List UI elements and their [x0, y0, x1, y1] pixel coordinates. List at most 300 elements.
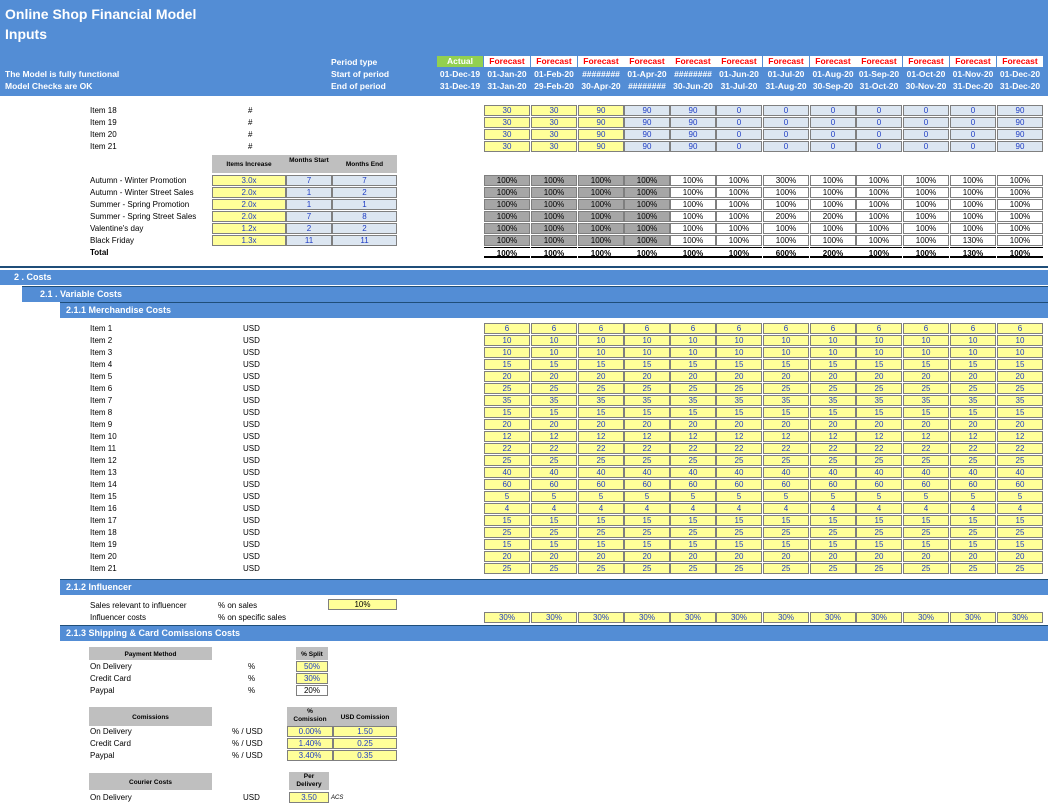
merch-cost-cell[interactable]: 25 — [950, 563, 996, 574]
item-quantity-cell[interactable]: 30 — [531, 141, 577, 152]
merch-cost-cell[interactable]: 5 — [716, 491, 762, 502]
merch-cost-cell[interactable]: 25 — [810, 563, 856, 574]
promotion-end-input[interactable]: 7 — [332, 175, 397, 186]
merch-cost-cell[interactable]: 4 — [903, 503, 949, 514]
merch-cost-cell[interactable]: 5 — [856, 491, 902, 502]
merch-cost-cell[interactable]: 20 — [670, 419, 716, 430]
merch-cost-cell[interactable]: 5 — [810, 491, 856, 502]
merch-cost-cell[interactable]: 12 — [950, 431, 996, 442]
merch-cost-cell[interactable]: 5 — [578, 491, 624, 502]
merch-cost-cell[interactable]: 40 — [950, 467, 996, 478]
merch-cost-cell[interactable]: 25 — [856, 527, 902, 538]
merch-cost-cell[interactable]: 40 — [531, 467, 577, 478]
item-quantity-cell[interactable]: 90 — [624, 129, 670, 140]
merch-cost-cell[interactable]: 15 — [810, 539, 856, 550]
merch-cost-cell[interactable]: 12 — [810, 431, 856, 442]
merch-cost-cell[interactable]: 25 — [856, 383, 902, 394]
merch-cost-cell[interactable]: 12 — [484, 431, 530, 442]
merch-cost-cell[interactable]: 15 — [763, 539, 809, 550]
merch-cost-cell[interactable]: 25 — [670, 563, 716, 574]
merch-cost-cell[interactable]: 4 — [856, 503, 902, 514]
promotion-end-input[interactable]: 2 — [332, 187, 397, 198]
comission-pct-input[interactable]: 0.00% — [287, 726, 333, 737]
merch-cost-cell[interactable]: 10 — [997, 335, 1043, 346]
item-quantity-cell[interactable]: 0 — [763, 117, 809, 128]
merch-cost-cell[interactable]: 15 — [903, 407, 949, 418]
merch-cost-cell[interactable]: 15 — [950, 359, 996, 370]
merch-cost-cell[interactable]: 40 — [810, 467, 856, 478]
merch-cost-cell[interactable]: 6 — [903, 323, 949, 334]
merch-cost-cell[interactable]: 25 — [903, 455, 949, 466]
merch-cost-cell[interactable]: 15 — [670, 359, 716, 370]
merch-cost-cell[interactable]: 15 — [856, 359, 902, 370]
merch-cost-cell[interactable]: 25 — [670, 527, 716, 538]
item-quantity-cell[interactable]: 0 — [810, 117, 856, 128]
merch-cost-cell[interactable]: 12 — [716, 431, 762, 442]
merch-cost-cell[interactable]: 10 — [578, 335, 624, 346]
merch-cost-cell[interactable]: 10 — [531, 347, 577, 358]
merch-cost-cell[interactable]: 15 — [670, 539, 716, 550]
merch-cost-cell[interactable]: 35 — [950, 395, 996, 406]
merch-cost-cell[interactable]: 10 — [950, 335, 996, 346]
merch-cost-cell[interactable]: 6 — [950, 323, 996, 334]
merch-cost-cell[interactable]: 15 — [810, 359, 856, 370]
item-quantity-cell[interactable]: 0 — [950, 129, 996, 140]
promotion-end-input[interactable]: 1 — [332, 199, 397, 210]
merch-cost-cell[interactable]: 60 — [670, 479, 716, 490]
item-quantity-cell[interactable]: 0 — [810, 105, 856, 116]
merch-cost-cell[interactable]: 20 — [903, 551, 949, 562]
merch-cost-cell[interactable]: 20 — [531, 419, 577, 430]
merch-cost-cell[interactable]: 35 — [578, 395, 624, 406]
merch-cost-cell[interactable]: 25 — [997, 383, 1043, 394]
merch-cost-cell[interactable]: 25 — [716, 563, 762, 574]
merch-cost-cell[interactable]: 12 — [670, 431, 716, 442]
merch-cost-cell[interactable]: 4 — [997, 503, 1043, 514]
item-quantity-cell[interactable]: 0 — [903, 117, 949, 128]
merch-cost-cell[interactable]: 25 — [763, 527, 809, 538]
merch-cost-cell[interactable]: 20 — [716, 551, 762, 562]
merch-cost-cell[interactable]: 20 — [670, 551, 716, 562]
merch-cost-cell[interactable]: 25 — [578, 455, 624, 466]
merch-cost-cell[interactable]: 5 — [763, 491, 809, 502]
item-quantity-cell[interactable]: 0 — [716, 129, 762, 140]
merch-cost-cell[interactable]: 5 — [903, 491, 949, 502]
merch-cost-cell[interactable]: 15 — [763, 407, 809, 418]
merch-cost-cell[interactable]: 25 — [903, 383, 949, 394]
merch-cost-cell[interactable]: 12 — [763, 431, 809, 442]
item-quantity-cell[interactable]: 0 — [950, 141, 996, 152]
merch-cost-cell[interactable]: 20 — [810, 371, 856, 382]
merch-cost-cell[interactable]: 60 — [810, 479, 856, 490]
merch-cost-cell[interactable]: 25 — [763, 563, 809, 574]
merch-cost-cell[interactable]: 20 — [997, 551, 1043, 562]
merch-cost-cell[interactable]: 25 — [531, 455, 577, 466]
merch-cost-cell[interactable]: 15 — [856, 515, 902, 526]
item-quantity-cell[interactable]: 0 — [903, 105, 949, 116]
merch-cost-cell[interactable]: 25 — [624, 383, 670, 394]
merch-cost-cell[interactable]: 25 — [856, 563, 902, 574]
merch-cost-cell[interactable]: 15 — [531, 539, 577, 550]
merch-cost-cell[interactable]: 4 — [484, 503, 530, 514]
merch-cost-cell[interactable]: 20 — [484, 371, 530, 382]
item-quantity-cell[interactable]: 0 — [716, 117, 762, 128]
item-quantity-cell[interactable]: 90 — [578, 141, 624, 152]
item-quantity-cell[interactable]: 90 — [578, 105, 624, 116]
item-quantity-cell[interactable]: 0 — [950, 117, 996, 128]
item-quantity-cell[interactable]: 90 — [670, 141, 716, 152]
merch-cost-cell[interactable]: 40 — [578, 467, 624, 478]
merch-cost-cell[interactable]: 60 — [997, 479, 1043, 490]
merch-cost-cell[interactable]: 5 — [950, 491, 996, 502]
merch-cost-cell[interactable]: 15 — [903, 359, 949, 370]
merch-cost-cell[interactable]: 25 — [763, 383, 809, 394]
merch-cost-cell[interactable]: 35 — [810, 395, 856, 406]
merch-cost-cell[interactable]: 20 — [624, 371, 670, 382]
merch-cost-cell[interactable]: 15 — [997, 539, 1043, 550]
merch-cost-cell[interactable]: 15 — [484, 515, 530, 526]
payment-split-input[interactable]: 50% — [296, 661, 328, 672]
merch-cost-cell[interactable]: 10 — [997, 347, 1043, 358]
comission-pct-input[interactable]: 3.40% — [287, 750, 333, 761]
merch-cost-cell[interactable]: 10 — [903, 347, 949, 358]
merch-cost-cell[interactable]: 25 — [531, 383, 577, 394]
merch-cost-cell[interactable]: 25 — [624, 563, 670, 574]
merch-cost-cell[interactable]: 25 — [856, 455, 902, 466]
influencer-cost-cell[interactable]: 30% — [997, 612, 1043, 623]
item-quantity-cell[interactable]: 0 — [856, 129, 902, 140]
merch-cost-cell[interactable]: 15 — [624, 359, 670, 370]
merch-cost-cell[interactable]: 15 — [763, 515, 809, 526]
item-quantity-cell[interactable]: 30 — [484, 117, 530, 128]
merch-cost-cell[interactable]: 10 — [856, 335, 902, 346]
merch-cost-cell[interactable]: 15 — [997, 515, 1043, 526]
merch-cost-cell[interactable]: 5 — [531, 491, 577, 502]
merch-cost-cell[interactable]: 25 — [484, 527, 530, 538]
merch-cost-cell[interactable]: 25 — [810, 527, 856, 538]
merch-cost-cell[interactable]: 10 — [950, 347, 996, 358]
comission-usd-input[interactable]: 1.50 — [333, 726, 397, 737]
merch-cost-cell[interactable]: 6 — [997, 323, 1043, 334]
merch-cost-cell[interactable]: 15 — [950, 515, 996, 526]
merch-cost-cell[interactable]: 40 — [856, 467, 902, 478]
merch-cost-cell[interactable]: 10 — [531, 335, 577, 346]
merch-cost-cell[interactable]: 5 — [997, 491, 1043, 502]
merch-cost-cell[interactable]: 40 — [997, 467, 1043, 478]
influencer-cost-cell[interactable]: 30% — [950, 612, 996, 623]
merch-cost-cell[interactable]: 6 — [763, 323, 809, 334]
merch-cost-cell[interactable]: 22 — [484, 443, 530, 454]
merch-cost-cell[interactable]: 20 — [578, 551, 624, 562]
merch-cost-cell[interactable]: 22 — [856, 443, 902, 454]
merch-cost-cell[interactable]: 25 — [624, 527, 670, 538]
merch-cost-cell[interactable]: 4 — [810, 503, 856, 514]
merch-cost-cell[interactable]: 60 — [484, 479, 530, 490]
influencer-cost-cell[interactable]: 30% — [810, 612, 856, 623]
influencer-cost-cell[interactable]: 30% — [716, 612, 762, 623]
merch-cost-cell[interactable]: 15 — [810, 407, 856, 418]
merch-cost-cell[interactable]: 15 — [578, 515, 624, 526]
promotion-start-input[interactable]: 1 — [286, 187, 332, 198]
item-quantity-cell[interactable]: 90 — [670, 105, 716, 116]
merch-cost-cell[interactable]: 15 — [670, 515, 716, 526]
merch-cost-cell[interactable]: 35 — [763, 395, 809, 406]
promotion-end-input[interactable]: 2 — [332, 223, 397, 234]
influencer-cost-cell[interactable]: 30% — [484, 612, 530, 623]
merch-cost-cell[interactable]: 60 — [716, 479, 762, 490]
item-quantity-cell[interactable]: 0 — [763, 129, 809, 140]
merch-cost-cell[interactable]: 15 — [531, 359, 577, 370]
promotion-increase-input[interactable]: 1.3x — [212, 235, 286, 246]
merch-cost-cell[interactable]: 4 — [716, 503, 762, 514]
merch-cost-cell[interactable]: 10 — [484, 335, 530, 346]
item-quantity-cell[interactable]: 0 — [856, 141, 902, 152]
promotion-start-input[interactable]: 7 — [286, 175, 332, 186]
merch-cost-cell[interactable]: 6 — [716, 323, 762, 334]
merch-cost-cell[interactable]: 20 — [531, 371, 577, 382]
merch-cost-cell[interactable]: 10 — [624, 347, 670, 358]
promotion-increase-input[interactable]: 2.0x — [212, 211, 286, 222]
item-quantity-cell[interactable]: 0 — [903, 129, 949, 140]
merch-cost-cell[interactable]: 60 — [950, 479, 996, 490]
item-quantity-cell[interactable]: 30 — [531, 117, 577, 128]
merch-cost-cell[interactable]: 60 — [578, 479, 624, 490]
merch-cost-cell[interactable]: 20 — [578, 371, 624, 382]
merch-cost-cell[interactable]: 4 — [950, 503, 996, 514]
item-quantity-cell[interactable]: 90 — [624, 105, 670, 116]
merch-cost-cell[interactable]: 35 — [624, 395, 670, 406]
comission-usd-input[interactable]: 0.25 — [333, 738, 397, 749]
payment-split-input[interactable]: 30% — [296, 673, 328, 684]
merch-cost-cell[interactable]: 15 — [578, 359, 624, 370]
merch-cost-cell[interactable]: 20 — [950, 419, 996, 430]
merch-cost-cell[interactable]: 20 — [624, 551, 670, 562]
item-quantity-cell[interactable]: 30 — [484, 129, 530, 140]
merch-cost-cell[interactable]: 15 — [716, 407, 762, 418]
influencer-cost-cell[interactable]: 30% — [903, 612, 949, 623]
payment-split-input[interactable]: 20% — [296, 685, 328, 696]
merch-cost-cell[interactable]: 25 — [578, 383, 624, 394]
merch-cost-cell[interactable]: 4 — [624, 503, 670, 514]
merch-cost-cell[interactable]: 20 — [624, 419, 670, 430]
merch-cost-cell[interactable]: 10 — [578, 347, 624, 358]
merch-cost-cell[interactable]: 22 — [763, 443, 809, 454]
merch-cost-cell[interactable]: 10 — [763, 335, 809, 346]
merch-cost-cell[interactable]: 6 — [856, 323, 902, 334]
merch-cost-cell[interactable]: 10 — [810, 347, 856, 358]
merch-cost-cell[interactable]: 60 — [763, 479, 809, 490]
merch-cost-cell[interactable]: 25 — [531, 563, 577, 574]
merch-cost-cell[interactable]: 40 — [903, 467, 949, 478]
merch-cost-cell[interactable]: 22 — [997, 443, 1043, 454]
merch-cost-cell[interactable]: 15 — [997, 407, 1043, 418]
merch-cost-cell[interactable]: 12 — [624, 431, 670, 442]
merch-cost-cell[interactable]: 22 — [624, 443, 670, 454]
merch-cost-cell[interactable]: 22 — [950, 443, 996, 454]
item-quantity-cell[interactable]: 0 — [950, 105, 996, 116]
item-quantity-cell[interactable]: 0 — [903, 141, 949, 152]
merch-cost-cell[interactable]: 60 — [624, 479, 670, 490]
merch-cost-cell[interactable]: 10 — [856, 347, 902, 358]
merch-cost-cell[interactable]: 20 — [578, 419, 624, 430]
merch-cost-cell[interactable]: 25 — [997, 527, 1043, 538]
merch-cost-cell[interactable]: 40 — [716, 467, 762, 478]
merch-cost-cell[interactable]: 15 — [763, 359, 809, 370]
influencer-cost-cell[interactable]: 30% — [624, 612, 670, 623]
merch-cost-cell[interactable]: 12 — [856, 431, 902, 442]
item-quantity-cell[interactable]: 30 — [484, 141, 530, 152]
merch-cost-cell[interactable]: 25 — [716, 527, 762, 538]
merch-cost-cell[interactable]: 20 — [716, 419, 762, 430]
influencer-cost-cell[interactable]: 30% — [578, 612, 624, 623]
promotion-increase-input[interactable]: 2.0x — [212, 187, 286, 198]
merch-cost-cell[interactable]: 4 — [670, 503, 716, 514]
merch-cost-cell[interactable]: 12 — [531, 431, 577, 442]
merch-cost-cell[interactable]: 12 — [997, 431, 1043, 442]
merch-cost-cell[interactable]: 35 — [997, 395, 1043, 406]
merch-cost-cell[interactable]: 20 — [763, 419, 809, 430]
merch-cost-cell[interactable]: 25 — [716, 455, 762, 466]
promotion-increase-input[interactable]: 3.0x — [212, 175, 286, 186]
promotion-start-input[interactable]: 1 — [286, 199, 332, 210]
item-quantity-cell[interactable]: 90 — [670, 129, 716, 140]
merch-cost-cell[interactable]: 12 — [578, 431, 624, 442]
merch-cost-cell[interactable]: 25 — [670, 455, 716, 466]
item-quantity-cell[interactable]: 90 — [624, 141, 670, 152]
merch-cost-cell[interactable]: 60 — [531, 479, 577, 490]
merch-cost-cell[interactable]: 35 — [670, 395, 716, 406]
merch-cost-cell[interactable]: 5 — [484, 491, 530, 502]
promotion-increase-input[interactable]: 1.2x — [212, 223, 286, 234]
merch-cost-cell[interactable]: 10 — [903, 335, 949, 346]
merch-cost-cell[interactable]: 15 — [950, 539, 996, 550]
merch-cost-cell[interactable]: 15 — [950, 407, 996, 418]
comission-usd-input[interactable]: 0.35 — [333, 750, 397, 761]
merch-cost-cell[interactable]: 10 — [763, 347, 809, 358]
item-quantity-cell[interactable]: 90 — [997, 129, 1043, 140]
merch-cost-cell[interactable]: 22 — [716, 443, 762, 454]
promotion-increase-input[interactable]: 2.0x — [212, 199, 286, 210]
merch-cost-cell[interactable]: 15 — [624, 515, 670, 526]
merch-cost-cell[interactable]: 20 — [670, 371, 716, 382]
merch-cost-cell[interactable]: 25 — [903, 527, 949, 538]
merch-cost-cell[interactable]: 22 — [810, 443, 856, 454]
merch-cost-cell[interactable]: 35 — [716, 395, 762, 406]
merch-cost-cell[interactable]: 25 — [950, 383, 996, 394]
merch-cost-cell[interactable]: 6 — [624, 323, 670, 334]
merch-cost-cell[interactable]: 15 — [997, 359, 1043, 370]
merch-cost-cell[interactable]: 12 — [903, 431, 949, 442]
merch-cost-cell[interactable]: 15 — [716, 359, 762, 370]
merch-cost-cell[interactable]: 15 — [624, 539, 670, 550]
merch-cost-cell[interactable]: 15 — [856, 407, 902, 418]
item-quantity-cell[interactable]: 0 — [716, 141, 762, 152]
merch-cost-cell[interactable]: 15 — [903, 539, 949, 550]
item-quantity-cell[interactable]: 30 — [531, 105, 577, 116]
item-quantity-cell[interactable]: 90 — [997, 105, 1043, 116]
merch-cost-cell[interactable]: 35 — [903, 395, 949, 406]
merch-cost-cell[interactable]: 20 — [810, 551, 856, 562]
merch-cost-cell[interactable]: 6 — [810, 323, 856, 334]
merch-cost-cell[interactable]: 25 — [950, 527, 996, 538]
promotion-end-input[interactable]: 11 — [332, 235, 397, 246]
merch-cost-cell[interactable]: 20 — [950, 371, 996, 382]
promotion-start-input[interactable]: 11 — [286, 235, 332, 246]
merch-cost-cell[interactable]: 10 — [624, 335, 670, 346]
merch-cost-cell[interactable]: 10 — [670, 335, 716, 346]
merch-cost-cell[interactable]: 15 — [531, 407, 577, 418]
merch-cost-cell[interactable]: 20 — [810, 419, 856, 430]
merch-cost-cell[interactable]: 25 — [670, 383, 716, 394]
merch-cost-cell[interactable]: 25 — [997, 455, 1043, 466]
merch-cost-cell[interactable]: 20 — [856, 419, 902, 430]
merch-cost-cell[interactable]: 15 — [484, 539, 530, 550]
merch-cost-cell[interactable]: 15 — [578, 407, 624, 418]
merch-cost-cell[interactable]: 22 — [578, 443, 624, 454]
merch-cost-cell[interactable]: 25 — [763, 455, 809, 466]
merch-cost-cell[interactable]: 10 — [484, 347, 530, 358]
merch-cost-cell[interactable]: 15 — [531, 515, 577, 526]
promotion-end-input[interactable]: 8 — [332, 211, 397, 222]
merch-cost-cell[interactable]: 20 — [997, 371, 1043, 382]
item-quantity-cell[interactable]: 90 — [578, 129, 624, 140]
item-quantity-cell[interactable]: 0 — [810, 129, 856, 140]
merch-cost-cell[interactable]: 6 — [578, 323, 624, 334]
merch-cost-cell[interactable]: 20 — [856, 551, 902, 562]
merch-cost-cell[interactable]: 35 — [484, 395, 530, 406]
merch-cost-cell[interactable]: 40 — [670, 467, 716, 478]
merch-cost-cell[interactable]: 25 — [531, 527, 577, 538]
promotion-start-input[interactable]: 2 — [286, 223, 332, 234]
merch-cost-cell[interactable]: 20 — [903, 371, 949, 382]
comission-pct-input[interactable]: 1.40% — [287, 738, 333, 749]
merch-cost-cell[interactable]: 25 — [950, 455, 996, 466]
merch-cost-cell[interactable]: 6 — [670, 323, 716, 334]
item-quantity-cell[interactable]: 90 — [670, 117, 716, 128]
merch-cost-cell[interactable]: 4 — [578, 503, 624, 514]
merch-cost-cell[interactable]: 4 — [763, 503, 809, 514]
merch-cost-cell[interactable]: 40 — [484, 467, 530, 478]
merch-cost-cell[interactable]: 10 — [670, 347, 716, 358]
item-quantity-cell[interactable]: 0 — [763, 141, 809, 152]
merch-cost-cell[interactable]: 22 — [531, 443, 577, 454]
merch-cost-cell[interactable]: 20 — [856, 371, 902, 382]
merch-cost-cell[interactable]: 40 — [763, 467, 809, 478]
merch-cost-cell[interactable]: 25 — [484, 563, 530, 574]
merch-cost-cell[interactable]: 25 — [810, 383, 856, 394]
merch-cost-cell[interactable]: 15 — [484, 359, 530, 370]
merch-cost-cell[interactable]: 60 — [856, 479, 902, 490]
merch-cost-cell[interactable]: 15 — [716, 539, 762, 550]
merch-cost-cell[interactable]: 6 — [531, 323, 577, 334]
courier-cost-input[interactable]: 3.50 — [289, 792, 329, 803]
influencer-sales-input[interactable]: 10% — [328, 599, 397, 610]
merch-cost-cell[interactable]: 20 — [484, 551, 530, 562]
merch-cost-cell[interactable]: 15 — [810, 515, 856, 526]
merch-cost-cell[interactable]: 15 — [670, 407, 716, 418]
merch-cost-cell[interactable]: 25 — [578, 563, 624, 574]
influencer-cost-cell[interactable]: 30% — [531, 612, 577, 623]
merch-cost-cell[interactable]: 10 — [716, 347, 762, 358]
merch-cost-cell[interactable]: 20 — [903, 419, 949, 430]
merch-cost-cell[interactable]: 20 — [531, 551, 577, 562]
influencer-cost-cell[interactable]: 30% — [670, 612, 716, 623]
item-quantity-cell[interactable]: 0 — [763, 105, 809, 116]
merch-cost-cell[interactable]: 25 — [903, 563, 949, 574]
merch-cost-cell[interactable]: 25 — [810, 455, 856, 466]
influencer-cost-cell[interactable]: 30% — [763, 612, 809, 623]
merch-cost-cell[interactable]: 5 — [670, 491, 716, 502]
